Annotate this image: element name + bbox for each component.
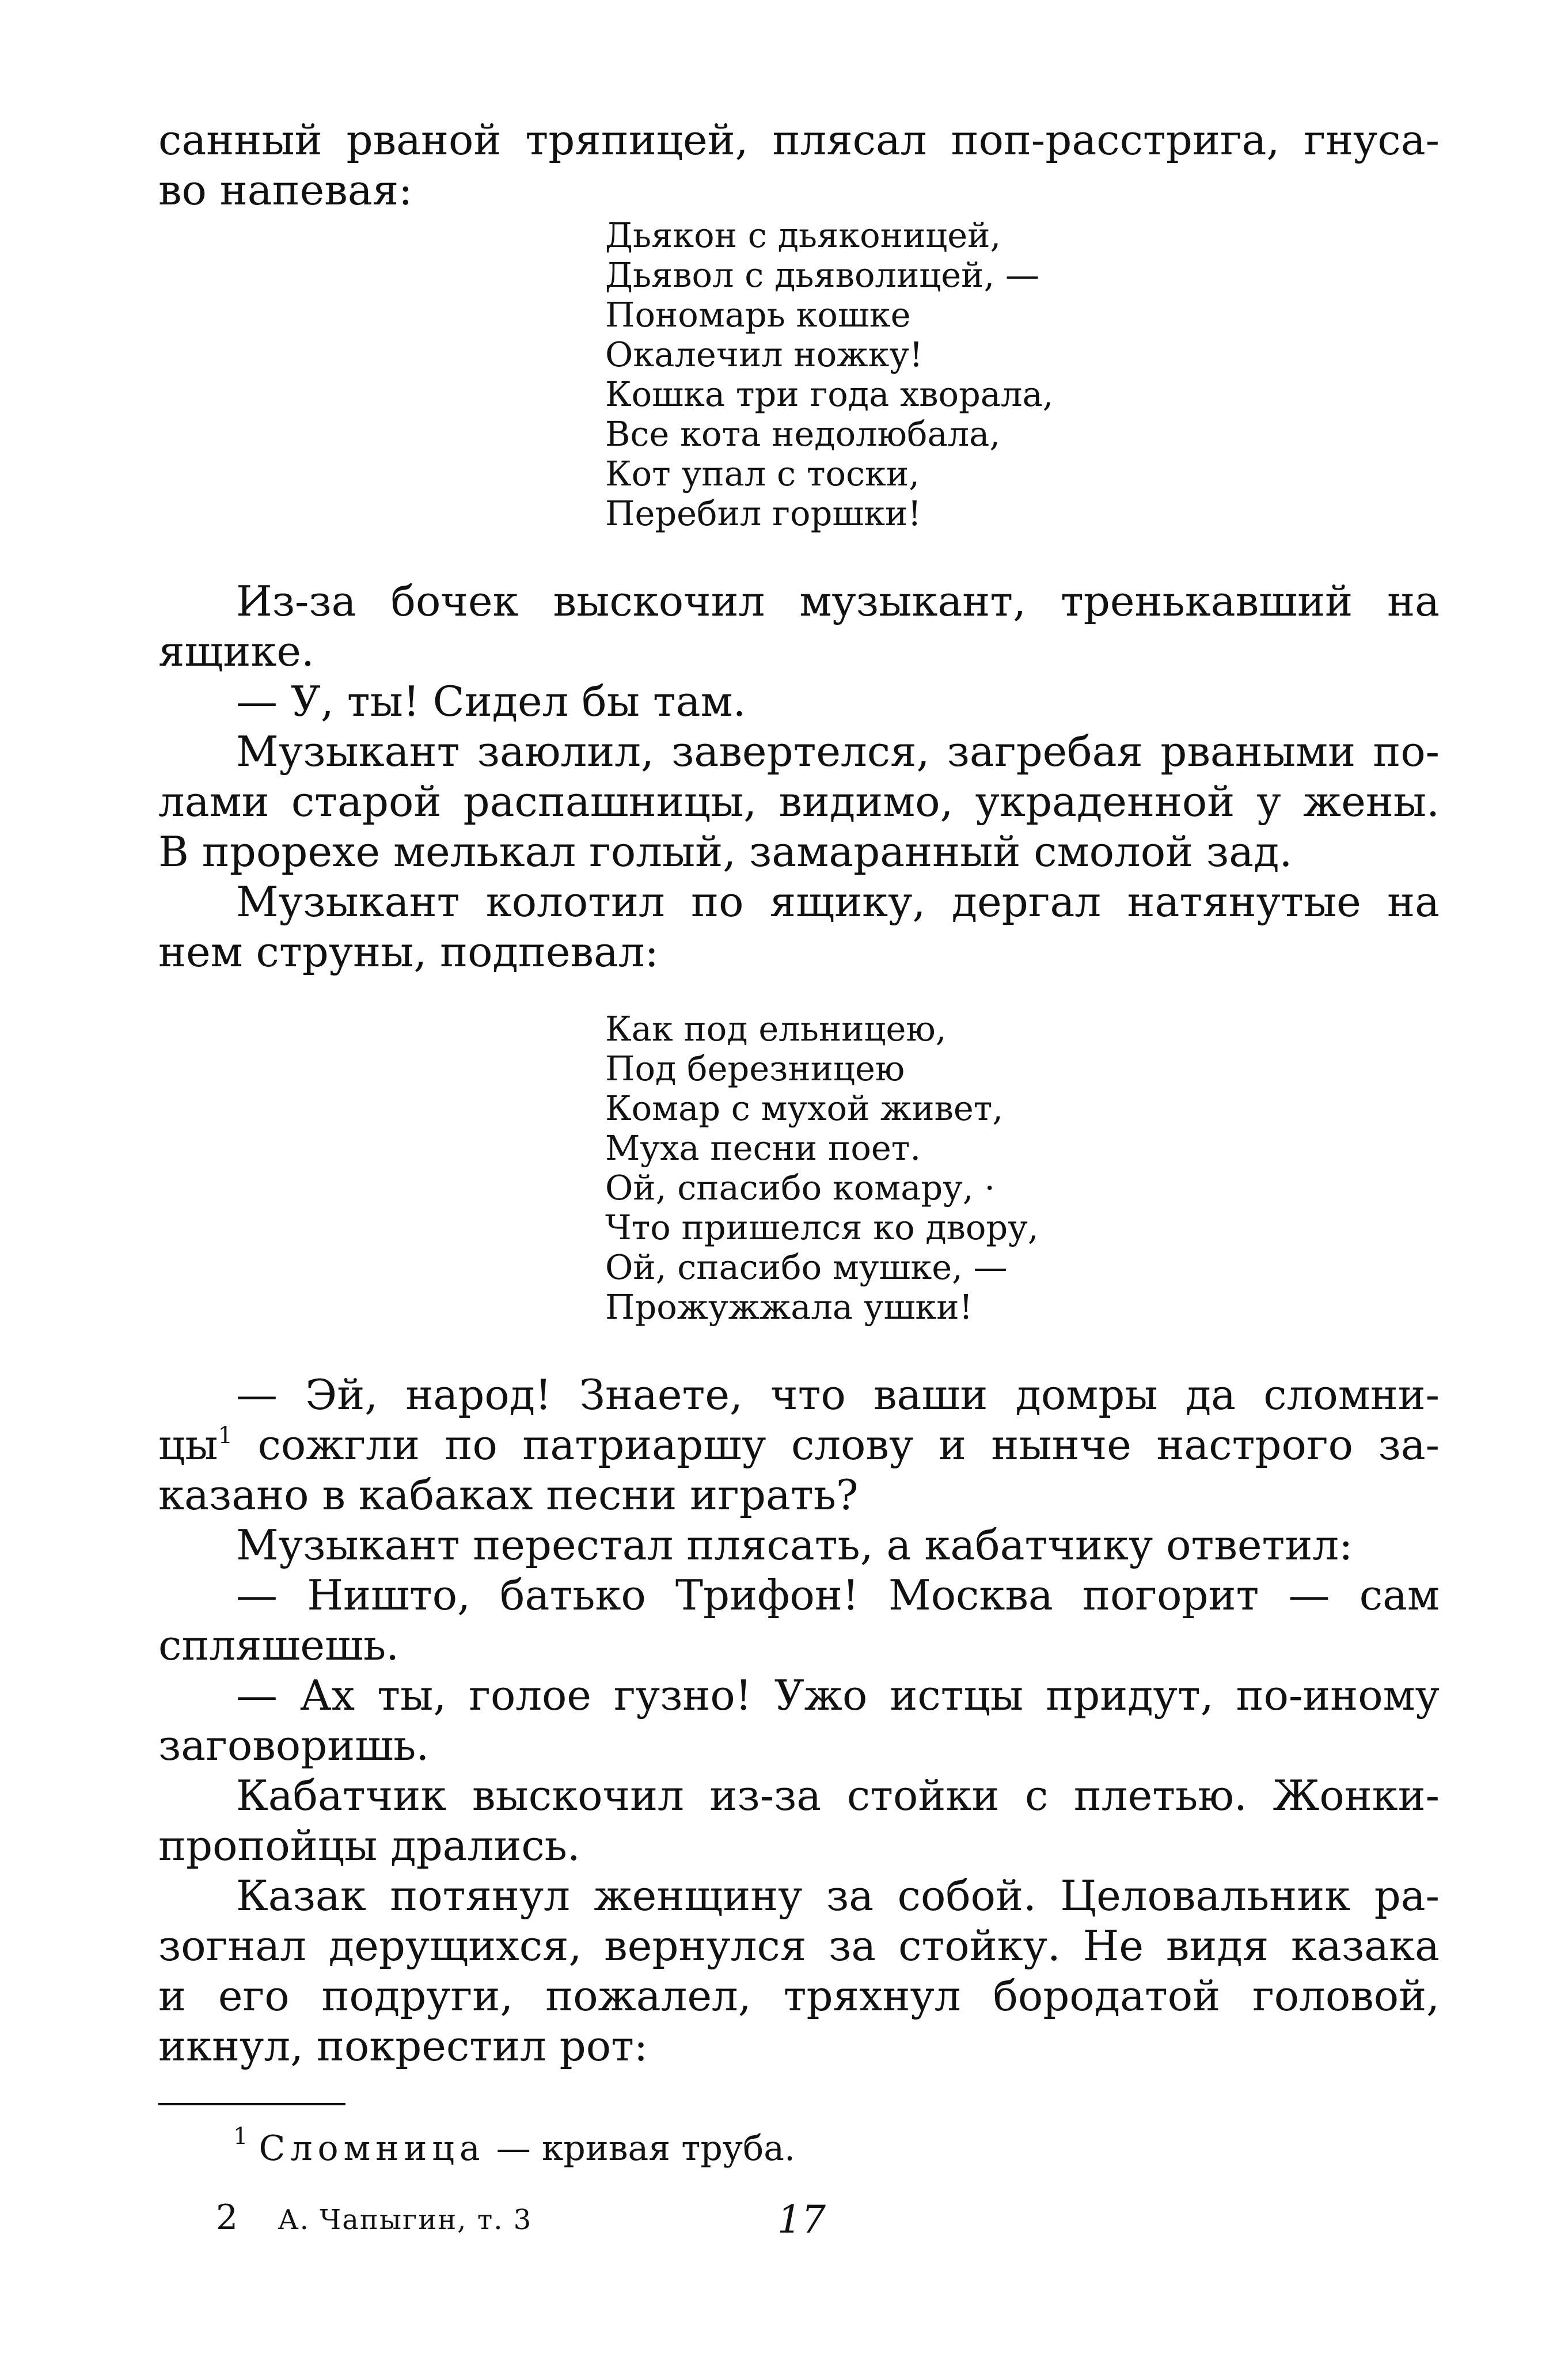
verse-block (605, 1009, 1440, 1327)
verse-line: Перебил горшки! (605, 494, 922, 533)
text-line: спляшешь. (158, 1621, 400, 1669)
verse-line: Что пришелся ко двору, (605, 1208, 1039, 1247)
text-line: Казак потянул женщину за собой. Целовальник ра- (236, 1872, 1440, 1920)
text-line: $цы^1$ сожгли по патриаршу слову и нынче настрого за- (158, 1421, 1440, 1469)
footnote-marker: 1 (233, 2123, 248, 2150)
verse-line: Дьякон с дьяконицей, (605, 215, 1001, 255)
verse-line: Под березницею (605, 1049, 905, 1088)
signature-text: А. Чапыгин, т. 3 (278, 2204, 533, 2236)
verse-line: Кот упал с тоски, (605, 454, 920, 494)
text-line: лами старой распашницы, видимо, украденной у жены. (158, 777, 1440, 826)
verse-line: Окалечил ножку! (605, 335, 923, 374)
paragraph (158, 677, 1440, 727)
verse-line: Дьявол с дьяволицей, — (605, 255, 1039, 295)
text-line: Музыкант колотил по ящику, дергал натянутые на (236, 878, 1440, 926)
verse-block (605, 215, 1440, 533)
paragraph (158, 1771, 1440, 1871)
verse-line: Прожужжала ушки! (605, 1287, 973, 1327)
text-line: во напевая: (158, 166, 413, 214)
verse-line: Ой, спасибо мушке, — (605, 1247, 1008, 1287)
text-line: казано в кабаках песни играть? (158, 1471, 859, 1519)
paragraph (158, 1570, 1440, 1671)
paragraph (158, 1871, 1440, 2071)
footnote-definition: — кривая труба. (485, 2128, 796, 2169)
text-line: икнул, покрестил рот: (158, 2022, 648, 2070)
text-line: нем струны, подпевал: (158, 928, 659, 976)
paragraph (158, 576, 1440, 677)
paragraph (158, 1520, 1440, 1570)
text-line: заговоришь. (158, 1721, 430, 1770)
text-line: — Эй, народ! Знаете, что ваши домры да сломни- (236, 1371, 1440, 1419)
text-line: ящике. (158, 627, 314, 675)
text-line: Кабатчик выскочил из-за стойки с плетью. Жонки- (236, 1771, 1440, 1820)
signature-number: 2 (216, 2197, 238, 2238)
text-line: — Ах ты, голое гузно! Ужо истцы придут, по-иному (236, 1671, 1440, 1719)
text-line: Музыкант перестал плясать, а кабатчику ответил: (236, 1521, 1353, 1569)
paragraph (158, 727, 1440, 877)
text-line: — Ништо, батько Трифон! Москва погорит — сам (236, 1571, 1440, 1619)
verse-line: Комар с мухой живет, (605, 1088, 1004, 1128)
text-line: В прорехе мелькал голый, замаранный смолой зад. (158, 828, 1293, 876)
verse-line: Все кота недолюбала, (605, 414, 1001, 454)
text-line: Из-за бочек выскочил музыкант, тренькавший на (236, 577, 1440, 625)
verse-line: Кошка три года хворала, (605, 374, 1054, 414)
paragraph (158, 115, 1440, 215)
text-line: Музыкант заюлил, завертелся, загребая рваными по- (236, 727, 1440, 776)
page-footer (158, 2197, 1440, 2249)
book-page (158, 115, 1440, 2249)
page-number: 17 (777, 2197, 826, 2242)
printer-signature (216, 2197, 532, 2238)
paragraph (158, 1671, 1440, 1771)
footnote-ref: 1 (218, 1422, 233, 1449)
text-line: зогнал дерущихся, вернулся за стойку. Не видя казака (158, 1922, 1440, 1970)
paragraph (158, 1370, 1440, 1520)
paragraph (158, 877, 1440, 977)
footnote (158, 2125, 1440, 2172)
footnote-term: Сломница (259, 2128, 485, 2169)
text-line: пропойцы дрались. (158, 1821, 580, 1870)
text-line: — У, ты! Сидел бы там. (236, 677, 746, 726)
text-line: санный рваной тряпицей, плясал поп-расстрига, гнуса- (158, 116, 1440, 164)
verse-line: Муха песни поет. (605, 1128, 921, 1168)
verse-line: Ой, спасибо комару, · (605, 1168, 996, 1208)
verse-line: Как под ельницею, (605, 1009, 947, 1049)
text-line: и его подруги, пожалел, тряхнул бородатой головой, (158, 1972, 1440, 2020)
verse-line: Пономарь кошке (605, 295, 911, 335)
footnote-divider (158, 2103, 345, 2105)
